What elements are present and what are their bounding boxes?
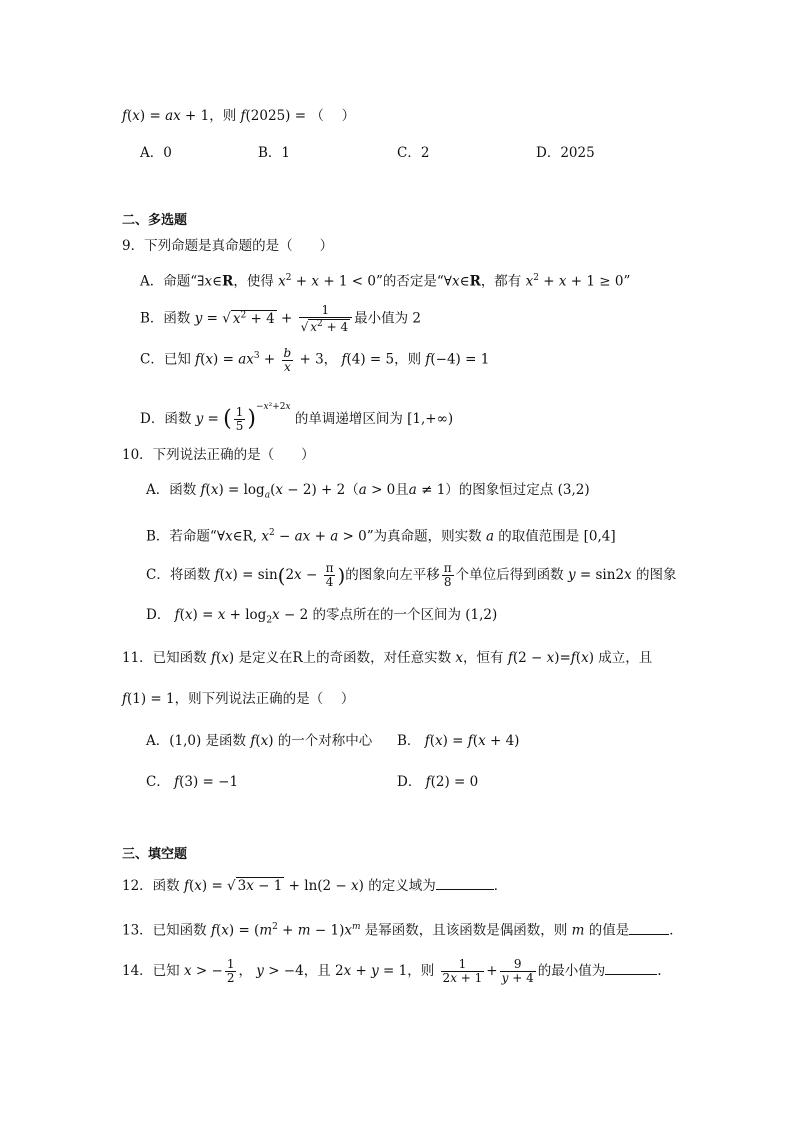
q11-stem-line2: f(1) = 1，则下列说法正确的是（ ）	[122, 691, 355, 707]
q13: 13．已知函数 $f(x) = (m^2 + m - 1)x^m$ 是幂函数，且该函数是偶函数，则 m 的值是 ．	[122, 922, 683, 939]
q8-option-c: C．2	[397, 145, 430, 161]
q12: 12．函数 f(x) = √ 3x − 1 + ln(2 − x) 的定义域为 ．	[122, 878, 508, 894]
q11-option-d: D． f(2) = 0	[397, 774, 479, 790]
q10-option-d: D． $f(x) = x + \log_2x - 2$ 的零点所在的一个区间为 (1,2)	[146, 607, 498, 626]
q9-option-c: C．已知 $f(x) = ax^3$ + $\frac{b}{x}$ + 3， f(4) = 5，则 f(−4) = 1	[140, 345, 490, 374]
question-8-tail: f(x) = ax + 1，则 f(2025) = （ ）	[122, 108, 356, 124]
q11-option-c: C． f(3) = −1	[146, 774, 239, 790]
q9-option-d: D．函数 y = ( $\frac{1}{5}$ )$^{-x^2+2x}$ 的单调递增区间为 [1,+∞)	[140, 402, 454, 433]
q11-stem-line1: 11．已知函数 f(x) 是定义在R上的奇函数，对任意实数 x，恒有 f(2 − x)=f(x) 成立，且	[122, 650, 653, 666]
q10-option-c: C．将函数 f(x) = sin(2x − $\frac{\pi}{4}$ )的图象向左平移 $\frac{\pi}{8}$ 个单位后得到函数 y = sin2x 的图象	[146, 561, 677, 589]
q8-option-d: D．2025	[536, 145, 595, 161]
q10-option-b: B．若命题“∀x∈R, $x^2$ − ax + a > 0”为真命题，则实数 a 的取值范围是 [0,4]	[146, 528, 616, 545]
q11-option-b: B． f(x) = f(x + 4)	[397, 733, 520, 749]
q9-stem: 9．下列命题是真命题的是（ ）	[122, 238, 334, 254]
q10-option-a: A．函数 $f(x) = \log_a(x - 2) + 2(a > 0$且a ≠ 1）的图象恒过定点 (3,2)	[146, 482, 590, 501]
section-multiple-choice-title: 二、多选题	[122, 213, 188, 228]
q10-stem: 10．下列说法正确的是（ ）	[122, 447, 315, 463]
q11-option-a: A．(1,0) 是函数 f(x) 的一个对称中心	[146, 733, 373, 749]
section-fill-blank-title: 三、填空题	[122, 847, 188, 862]
q9-option-a: A．命题“∃x∈R，使得 $x^2 + x + 1 < 0$”的否定是“∀x∈R，都有 $x^2 + x + 1 \ge 0$”	[140, 273, 631, 290]
q8-option-a: A．0	[140, 145, 172, 161]
q9-option-b: B．函数 y = √ $x^2 + 4$ + $\frac{1}{√ x^2 + 4}$ 最小值为 2	[140, 303, 421, 334]
q8-option-b: B．1	[258, 145, 291, 161]
q14: 14．已知 x > − $\frac{1}{2}$ ， y > −4，且 2x + y = 1，则 $\frac{1}{2x + 1}$ + $\frac{9}{y + 4}$ 的最小值为 .	[122, 957, 662, 985]
